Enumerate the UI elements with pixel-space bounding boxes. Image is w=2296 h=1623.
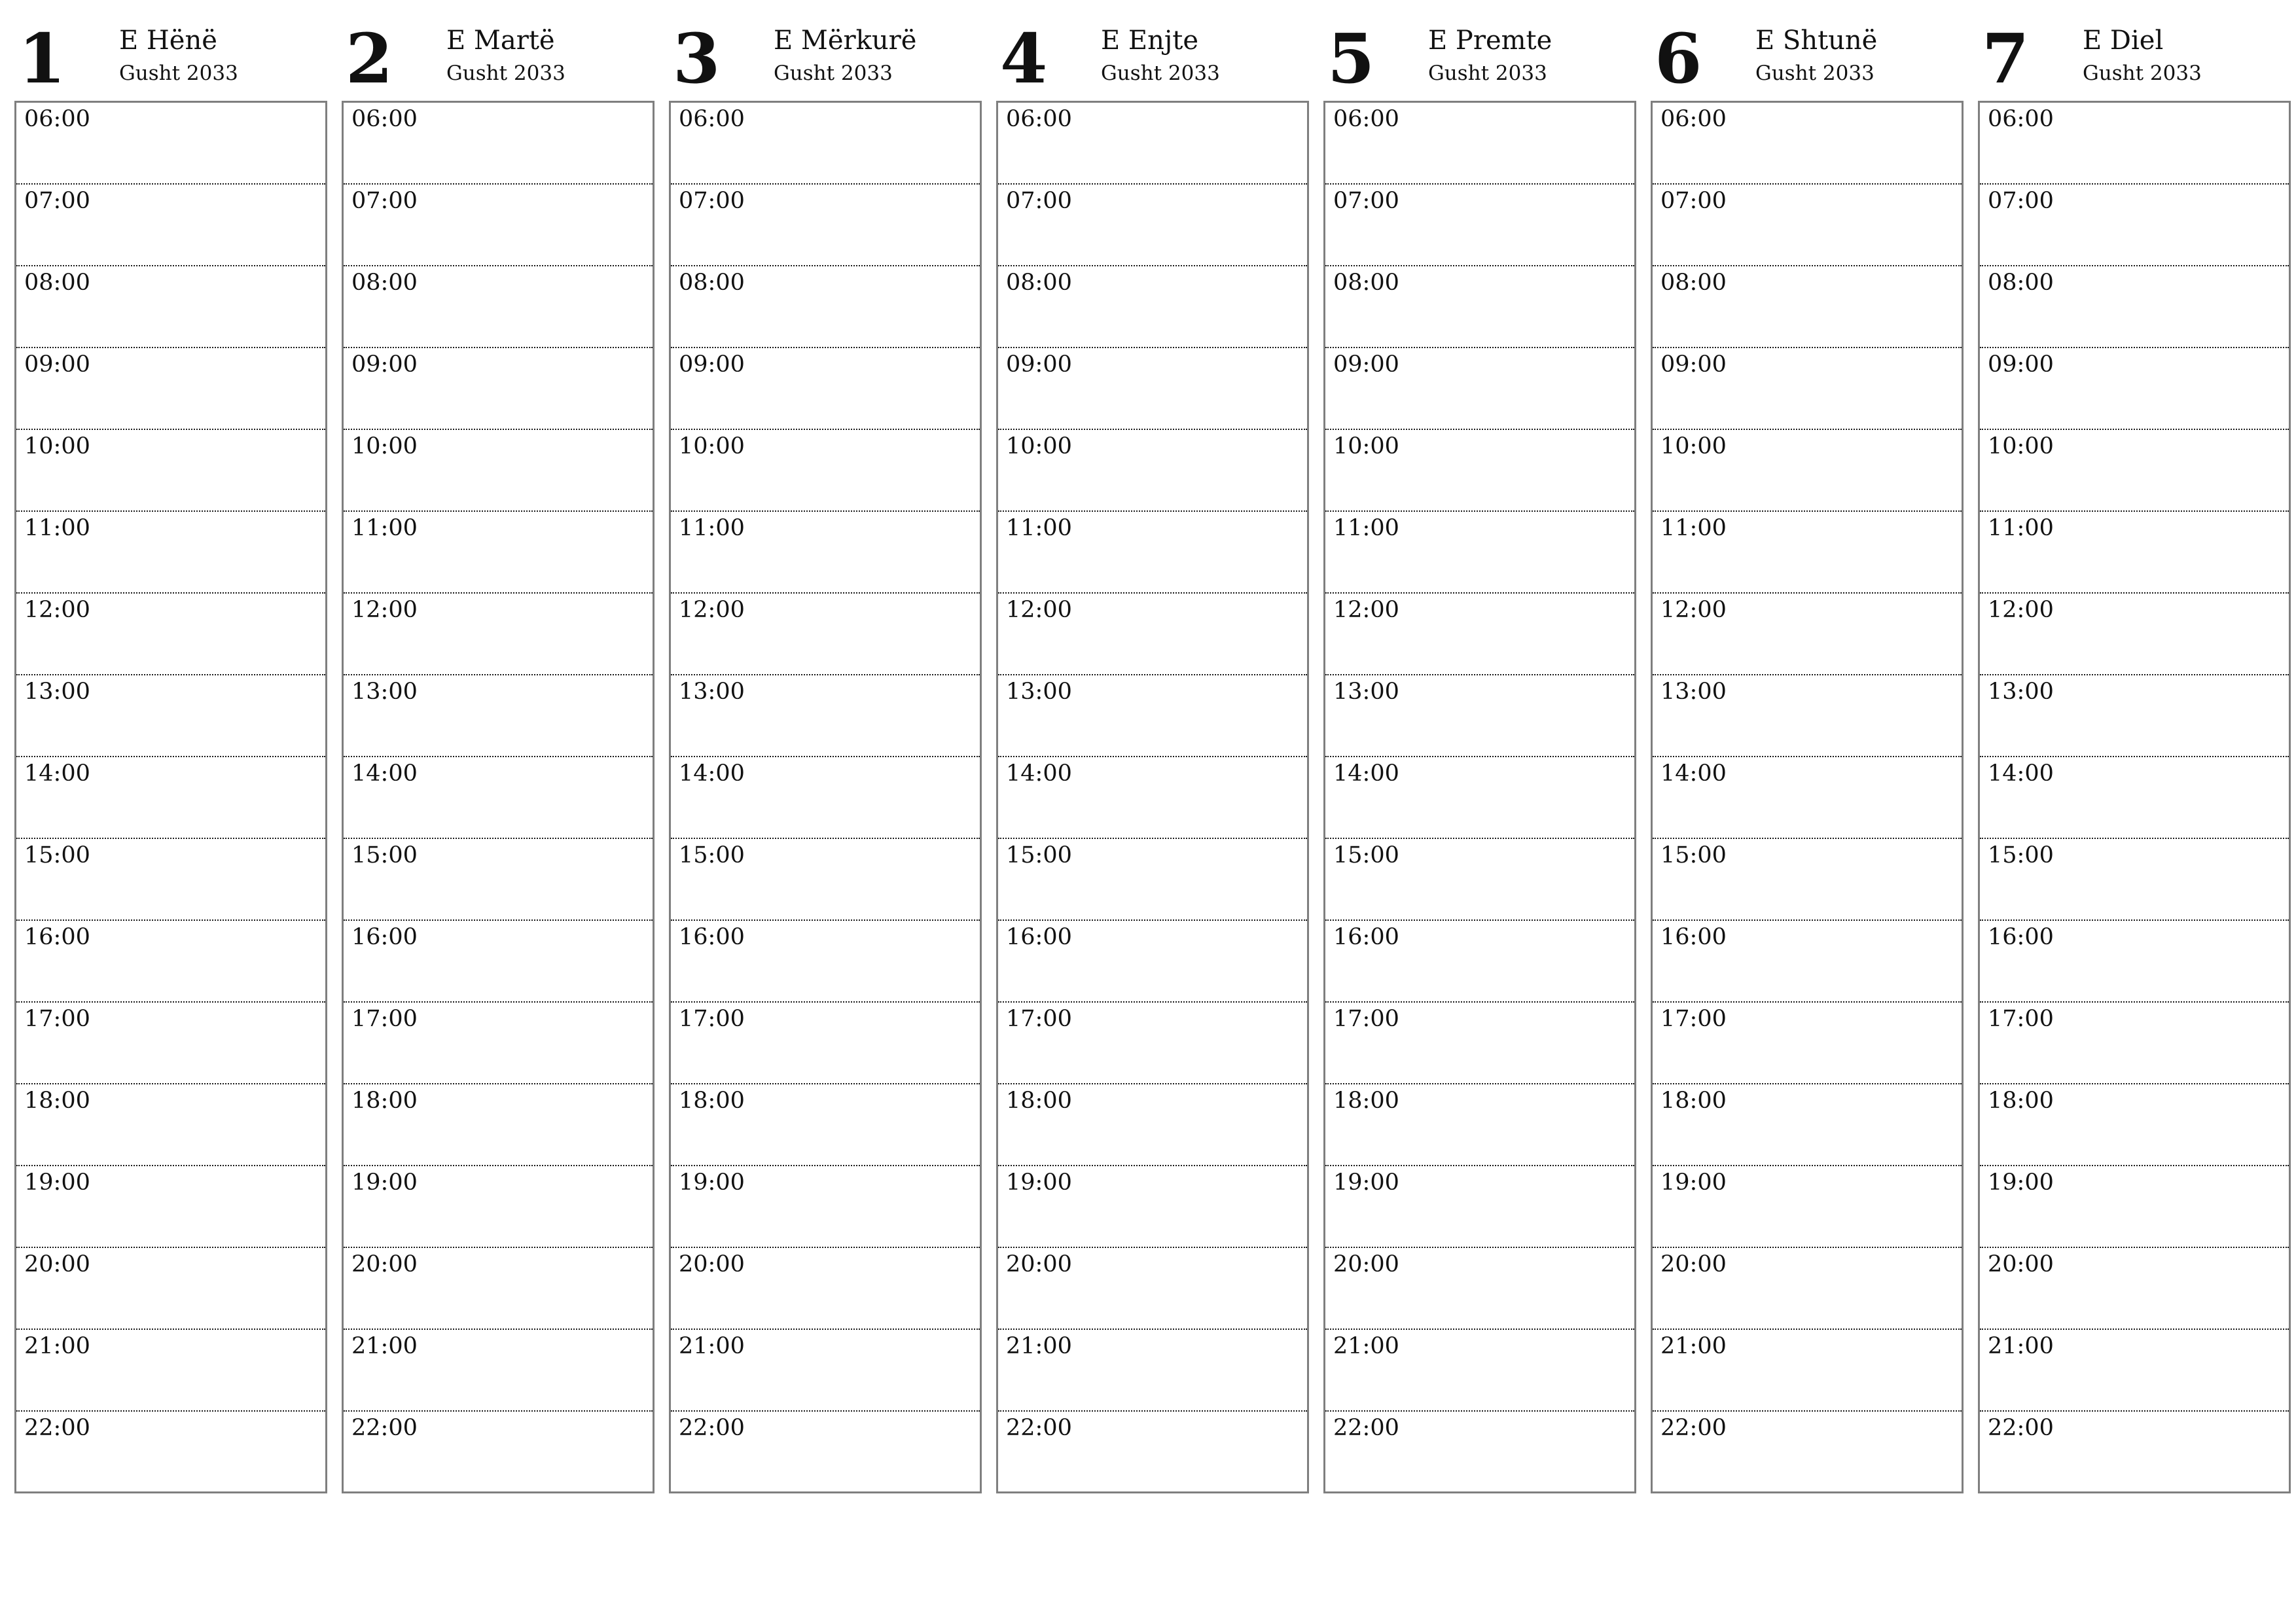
time-label: 21:00 (24, 1333, 90, 1359)
time-label: 20:00 (24, 1251, 90, 1277)
time-slot[interactable] (671, 348, 980, 430)
time-label: 18:00 (24, 1088, 90, 1114)
time-slot[interactable] (1653, 675, 1962, 757)
time-slot[interactable] (998, 103, 1307, 185)
time-slot[interactable] (16, 839, 325, 921)
time-slot[interactable] (671, 1330, 980, 1412)
time-label: 11:00 (351, 515, 418, 541)
time-label: 08:00 (1660, 270, 1727, 296)
time-slot[interactable] (1325, 1248, 1634, 1330)
time-slot[interactable] (16, 266, 325, 348)
time-label: 17:00 (1333, 1006, 1399, 1032)
time-slot[interactable] (671, 185, 980, 266)
time-slot[interactable] (1325, 266, 1634, 348)
time-label: 12:00 (1988, 597, 2054, 623)
time-slot[interactable] (1980, 921, 2289, 1003)
time-slot[interactable] (16, 594, 325, 675)
time-label: 09:00 (1988, 351, 2054, 378)
time-slot[interactable] (1653, 103, 1962, 185)
time-slot[interactable] (1653, 185, 1962, 266)
time-slot[interactable] (998, 512, 1307, 594)
time-label: 19:00 (1988, 1169, 2054, 1196)
day-schedule-box (669, 101, 982, 1493)
time-label: 20:00 (1006, 1251, 1072, 1277)
time-label: 08:00 (24, 270, 90, 296)
time-label: 14:00 (679, 760, 745, 787)
time-label: 06:00 (24, 106, 90, 132)
time-label: 11:00 (1006, 515, 1072, 541)
time-label: 06:00 (1988, 106, 2054, 132)
time-label: 08:00 (351, 270, 418, 296)
time-slot[interactable] (344, 348, 653, 430)
time-slot[interactable] (1325, 675, 1634, 757)
time-label: 15:00 (351, 842, 418, 868)
time-slot[interactable] (1653, 921, 1962, 1003)
time-slot[interactable] (344, 675, 653, 757)
time-label: 08:00 (1006, 270, 1072, 296)
time-slot[interactable] (1325, 757, 1634, 839)
day-name: E Shtunë (1755, 26, 1878, 56)
time-label: 09:00 (24, 351, 90, 378)
time-slot[interactable] (1325, 1412, 1634, 1493)
time-label: 09:00 (679, 351, 745, 378)
time-label: 17:00 (1988, 1006, 2054, 1032)
day-column (669, 20, 982, 1493)
day-number: 7 (1982, 18, 2030, 99)
day-number: 5 (1327, 18, 1375, 99)
time-label: 13:00 (1006, 679, 1072, 705)
time-slot[interactable] (1980, 348, 2289, 430)
time-label: 13:00 (1660, 679, 1727, 705)
time-label: 11:00 (1333, 515, 1399, 541)
time-slot[interactable] (1653, 757, 1962, 839)
weekly-planner (14, 20, 2282, 1493)
time-slot[interactable] (16, 757, 325, 839)
day-column (1323, 20, 1636, 1493)
time-label: 16:00 (1988, 924, 2054, 950)
time-label: 16:00 (1333, 924, 1399, 950)
time-label: 13:00 (24, 679, 90, 705)
day-name: E Martë (446, 26, 555, 56)
time-label: 08:00 (679, 270, 745, 296)
time-slot[interactable] (671, 512, 980, 594)
day-schedule-box (342, 101, 655, 1493)
time-label: 18:00 (1333, 1088, 1399, 1114)
time-label: 21:00 (1660, 1333, 1727, 1359)
time-slot[interactable] (1653, 594, 1962, 675)
time-slot[interactable] (671, 1084, 980, 1166)
time-slot[interactable] (344, 1412, 653, 1493)
time-slot[interactable] (671, 1166, 980, 1248)
time-label: 22:00 (1660, 1415, 1727, 1441)
time-slot[interactable] (1980, 185, 2289, 266)
time-label: 18:00 (1006, 1088, 1072, 1114)
day-number: 6 (1655, 18, 1702, 99)
day-number: 1 (18, 18, 66, 99)
time-slot[interactable] (998, 1003, 1307, 1084)
time-label: 06:00 (679, 106, 745, 132)
time-label: 21:00 (1006, 1333, 1072, 1359)
day-number: 4 (1000, 18, 1048, 99)
time-label: 09:00 (1333, 351, 1399, 378)
time-label: 10:00 (1988, 433, 2054, 459)
day-column (996, 20, 1309, 1493)
time-slot[interactable] (1653, 1166, 1962, 1248)
time-slot[interactable] (16, 1248, 325, 1330)
time-slot[interactable] (1653, 1330, 1962, 1412)
time-slot[interactable] (16, 675, 325, 757)
day-header (342, 20, 655, 101)
day-name: E Hënë (119, 26, 217, 56)
day-schedule-box (996, 101, 1309, 1493)
time-label: 21:00 (351, 1333, 418, 1359)
time-label: 13:00 (351, 679, 418, 705)
time-slot[interactable] (16, 512, 325, 594)
time-label: 07:00 (1660, 188, 1727, 214)
time-label: 18:00 (351, 1088, 418, 1114)
time-label: 11:00 (1988, 515, 2054, 541)
time-slot[interactable] (1653, 1248, 1962, 1330)
time-slot[interactable] (998, 757, 1307, 839)
time-label: 17:00 (351, 1006, 418, 1032)
time-label: 12:00 (1333, 597, 1399, 623)
time-slot[interactable] (16, 921, 325, 1003)
time-label: 19:00 (1006, 1169, 1072, 1196)
day-schedule-box (1651, 101, 1964, 1493)
time-slot[interactable] (1980, 1084, 2289, 1166)
time-label: 16:00 (1006, 924, 1072, 950)
time-slot[interactable] (1653, 348, 1962, 430)
time-label: 09:00 (1660, 351, 1727, 378)
day-column (14, 20, 327, 1493)
time-slot[interactable] (671, 1003, 980, 1084)
time-slot[interactable] (1980, 1248, 2289, 1330)
time-label: 06:00 (351, 106, 418, 132)
time-slot[interactable] (1653, 266, 1962, 348)
time-slot[interactable] (998, 921, 1307, 1003)
time-slot[interactable] (671, 921, 980, 1003)
time-label: 19:00 (679, 1169, 745, 1196)
day-schedule-box (14, 101, 327, 1493)
time-slot[interactable] (1325, 103, 1634, 185)
time-slot[interactable] (344, 1003, 653, 1084)
time-label: 21:00 (679, 1333, 745, 1359)
time-slot[interactable] (998, 1412, 1307, 1493)
time-slot[interactable] (998, 266, 1307, 348)
time-slot[interactable] (671, 594, 980, 675)
time-label: 17:00 (24, 1006, 90, 1032)
time-label: 19:00 (1333, 1169, 1399, 1196)
time-label: 15:00 (24, 842, 90, 868)
time-slot[interactable] (344, 430, 653, 512)
time-label: 16:00 (24, 924, 90, 950)
time-slot[interactable] (1980, 1166, 2289, 1248)
day-month: Gusht 2033 (774, 62, 893, 85)
time-slot[interactable] (671, 675, 980, 757)
day-header (1323, 20, 1636, 101)
time-slot[interactable] (1980, 1330, 2289, 1412)
time-label: 14:00 (24, 760, 90, 787)
time-slot[interactable] (1325, 921, 1634, 1003)
time-label: 18:00 (1660, 1088, 1727, 1114)
time-slot[interactable] (998, 1166, 1307, 1248)
time-slot[interactable] (671, 757, 980, 839)
time-label: 22:00 (351, 1415, 418, 1441)
time-slot[interactable] (1653, 512, 1962, 594)
time-label: 19:00 (24, 1169, 90, 1196)
time-label: 10:00 (1660, 433, 1727, 459)
time-label: 22:00 (1333, 1415, 1399, 1441)
time-label: 12:00 (351, 597, 418, 623)
time-label: 15:00 (1660, 842, 1727, 868)
time-slot[interactable] (1980, 757, 2289, 839)
time-label: 12:00 (679, 597, 745, 623)
time-label: 07:00 (351, 188, 418, 214)
time-label: 10:00 (1006, 433, 1072, 459)
time-label: 15:00 (1006, 842, 1072, 868)
time-label: 20:00 (1660, 1251, 1727, 1277)
time-label: 15:00 (1333, 842, 1399, 868)
time-label: 09:00 (1006, 351, 1072, 378)
time-slot[interactable] (998, 594, 1307, 675)
day-name: E Enjte (1101, 26, 1199, 56)
time-label: 16:00 (351, 924, 418, 950)
day-name: E Diel (2083, 26, 2164, 56)
time-slot[interactable] (1980, 1003, 2289, 1084)
time-slot[interactable] (1325, 512, 1634, 594)
day-column (1651, 20, 1964, 1493)
time-slot[interactable] (998, 348, 1307, 430)
time-slot[interactable] (1653, 430, 1962, 512)
time-slot[interactable] (1980, 675, 2289, 757)
time-slot[interactable] (1980, 839, 2289, 921)
time-label: 06:00 (1660, 106, 1727, 132)
time-label: 13:00 (679, 679, 745, 705)
time-label: 16:00 (1660, 924, 1727, 950)
time-label: 22:00 (24, 1415, 90, 1441)
time-slot[interactable] (344, 921, 653, 1003)
day-number: 2 (346, 18, 393, 99)
time-slot[interactable] (344, 1084, 653, 1166)
day-header (669, 20, 982, 101)
time-label: 20:00 (1988, 1251, 2054, 1277)
day-header (14, 20, 327, 101)
time-label: 10:00 (679, 433, 745, 459)
time-label: 20:00 (679, 1251, 745, 1277)
day-month: Gusht 2033 (2083, 62, 2202, 85)
time-slot[interactable] (1653, 1084, 1962, 1166)
time-slot[interactable] (344, 512, 653, 594)
time-slot[interactable] (1325, 1166, 1634, 1248)
time-label: 12:00 (1006, 597, 1072, 623)
time-slot[interactable] (344, 103, 653, 185)
time-label: 14:00 (1006, 760, 1072, 787)
day-header (1651, 20, 1964, 101)
day-month: Gusht 2033 (1101, 62, 1220, 85)
time-label: 21:00 (1988, 1333, 2054, 1359)
time-label: 14:00 (1988, 760, 2054, 787)
time-label: 22:00 (679, 1415, 745, 1441)
time-label: 07:00 (24, 188, 90, 214)
day-column (1978, 20, 2291, 1493)
time-slot[interactable] (1980, 1412, 2289, 1493)
time-slot[interactable] (344, 1166, 653, 1248)
time-slot[interactable] (1325, 348, 1634, 430)
time-label: 14:00 (1333, 760, 1399, 787)
time-label: 17:00 (679, 1006, 745, 1032)
time-slot[interactable] (1980, 266, 2289, 348)
time-slot[interactable] (344, 839, 653, 921)
time-slot[interactable] (344, 757, 653, 839)
time-slot[interactable] (16, 1084, 325, 1166)
time-label: 07:00 (1988, 188, 2054, 214)
time-slot[interactable] (344, 1248, 653, 1330)
time-label: 15:00 (1988, 842, 2054, 868)
time-slot[interactable] (16, 185, 325, 266)
time-label: 14:00 (351, 760, 418, 787)
time-slot[interactable] (16, 1166, 325, 1248)
time-label: 06:00 (1333, 106, 1399, 132)
day-month: Gusht 2033 (119, 62, 238, 85)
time-slot[interactable] (16, 1412, 325, 1493)
time-slot[interactable] (344, 594, 653, 675)
time-slot[interactable] (998, 1084, 1307, 1166)
day-name: E Mërkurë (774, 26, 917, 56)
day-column (342, 20, 655, 1493)
time-slot[interactable] (671, 103, 980, 185)
time-label: 18:00 (1988, 1088, 2054, 1114)
time-slot[interactable] (16, 103, 325, 185)
day-header (1978, 20, 2291, 101)
time-label: 20:00 (351, 1251, 418, 1277)
time-slot[interactable] (344, 1330, 653, 1412)
time-label: 07:00 (1006, 188, 1072, 214)
time-label: 10:00 (24, 433, 90, 459)
time-slot[interactable] (998, 185, 1307, 266)
time-label: 19:00 (351, 1169, 418, 1196)
time-slot[interactable] (1325, 839, 1634, 921)
time-label: 17:00 (1660, 1006, 1727, 1032)
time-slot[interactable] (1325, 430, 1634, 512)
time-label: 20:00 (1333, 1251, 1399, 1277)
time-label: 19:00 (1660, 1169, 1727, 1196)
day-header (996, 20, 1309, 101)
time-slot[interactable] (16, 1003, 325, 1084)
time-slot[interactable] (1325, 1003, 1634, 1084)
time-label: 09:00 (351, 351, 418, 378)
time-label: 21:00 (1333, 1333, 1399, 1359)
time-slot[interactable] (1653, 1003, 1962, 1084)
time-label: 06:00 (1006, 106, 1072, 132)
time-label: 10:00 (351, 433, 418, 459)
time-slot[interactable] (671, 1248, 980, 1330)
time-label: 16:00 (679, 924, 745, 950)
time-label: 10:00 (1333, 433, 1399, 459)
time-label: 11:00 (679, 515, 745, 541)
time-label: 12:00 (1660, 597, 1727, 623)
time-slot[interactable] (16, 430, 325, 512)
time-slot[interactable] (671, 266, 980, 348)
time-slot[interactable] (998, 430, 1307, 512)
time-label: 08:00 (1988, 270, 2054, 296)
time-label: 13:00 (1333, 679, 1399, 705)
time-slot[interactable] (1653, 1412, 1962, 1493)
time-slot[interactable] (1325, 185, 1634, 266)
time-slot[interactable] (998, 1330, 1307, 1412)
time-label: 07:00 (679, 188, 745, 214)
time-slot[interactable] (16, 1330, 325, 1412)
day-month: Gusht 2033 (1755, 62, 1874, 85)
time-slot[interactable] (671, 839, 980, 921)
day-schedule-box (1323, 101, 1636, 1493)
time-slot[interactable] (1325, 1084, 1634, 1166)
time-label: 22:00 (1988, 1415, 2054, 1441)
day-name: E Premte (1428, 26, 1552, 56)
time-slot[interactable] (671, 430, 980, 512)
time-slot[interactable] (998, 1248, 1307, 1330)
time-slot[interactable] (1980, 594, 2289, 675)
day-schedule-box (1978, 101, 2291, 1493)
time-slot[interactable] (344, 185, 653, 266)
day-month: Gusht 2033 (1428, 62, 1547, 85)
time-label: 22:00 (1006, 1415, 1072, 1441)
time-slot[interactable] (344, 266, 653, 348)
time-slot[interactable] (1653, 839, 1962, 921)
time-label: 08:00 (1333, 270, 1399, 296)
time-slot[interactable] (1980, 512, 2289, 594)
time-slot[interactable] (16, 348, 325, 430)
time-slot[interactable] (671, 1412, 980, 1493)
time-label: 18:00 (679, 1088, 745, 1114)
day-month: Gusht 2033 (446, 62, 565, 85)
time-label: 13:00 (1988, 679, 2054, 705)
time-slot[interactable] (998, 839, 1307, 921)
time-label: 12:00 (24, 597, 90, 623)
time-slot[interactable] (1325, 594, 1634, 675)
time-slot[interactable] (1980, 103, 2289, 185)
time-label: 11:00 (1660, 515, 1727, 541)
time-label: 15:00 (679, 842, 745, 868)
time-slot[interactable] (1980, 430, 2289, 512)
time-label: 07:00 (1333, 188, 1399, 214)
time-slot[interactable] (998, 675, 1307, 757)
time-label: 17:00 (1006, 1006, 1072, 1032)
time-label: 14:00 (1660, 760, 1727, 787)
day-number: 3 (673, 18, 721, 99)
time-label: 11:00 (24, 515, 90, 541)
time-slot[interactable] (1325, 1330, 1634, 1412)
